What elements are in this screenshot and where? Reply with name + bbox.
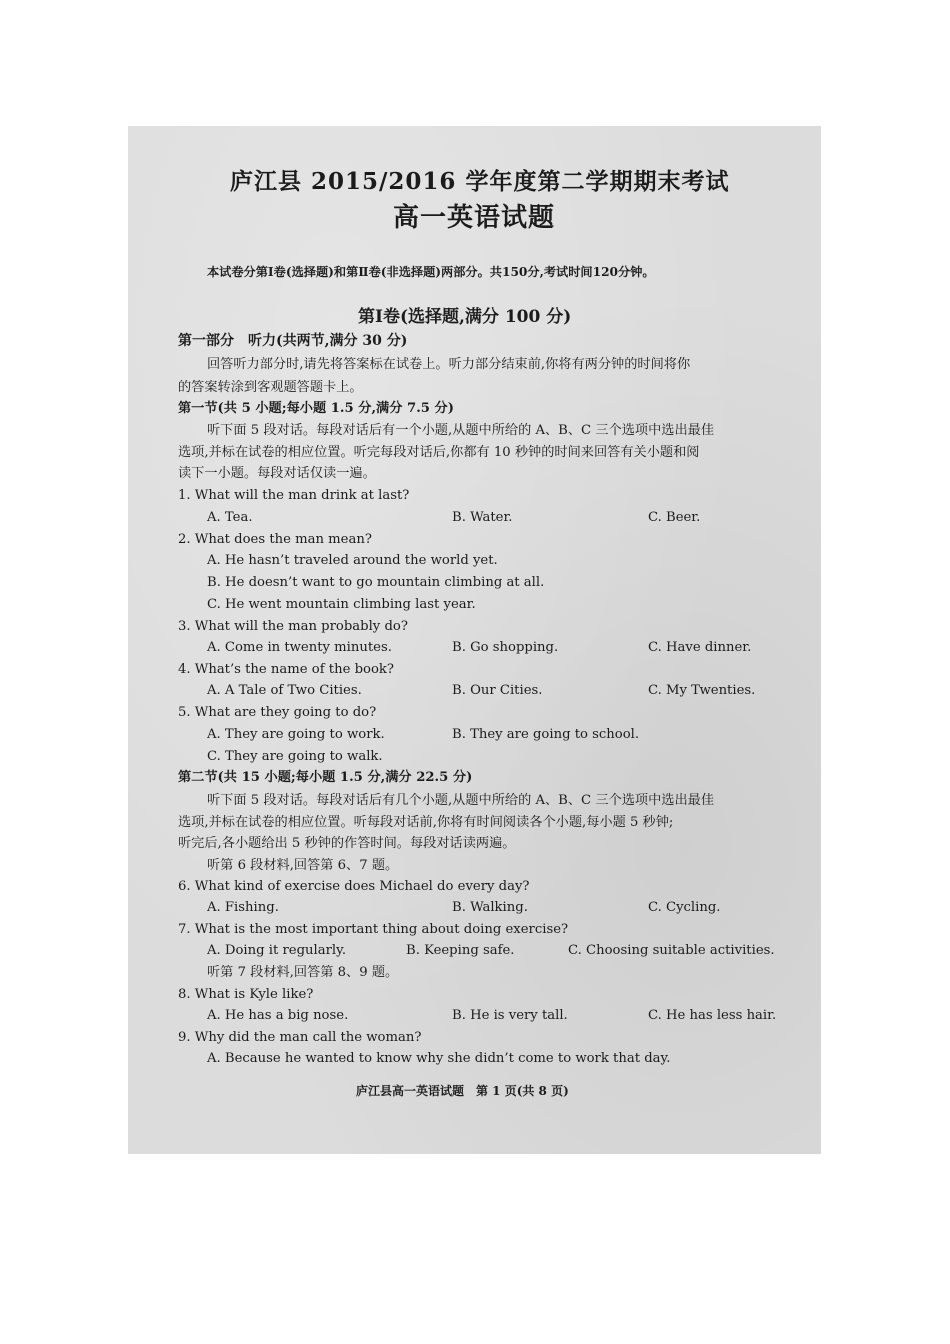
option-c: C. Beer.: [648, 510, 701, 525]
volume-heading: 第Ⅰ卷(选择题,满分 100 分): [358, 307, 572, 327]
question-9: 9. Why did the man call the woman?: [178, 1030, 422, 1045]
section-heading: 第二节(共 15 小题;每小题 1.5 分,满分 22.5 分): [178, 770, 473, 785]
question-4: 4. What’s the name of the book?: [178, 662, 394, 677]
question-2: 2. What does the man mean?: [178, 532, 372, 547]
section-instruction: 选项,并标在试卷的相应位置。听每段对话前,你将有时间阅读各个小题,每小题 5 秒钟;: [178, 815, 674, 830]
section-instruction: 听下面 5 段对话。每段对话后有几个小题,从题中所给的 A、B、C 三个选项中选出最佳: [207, 793, 715, 808]
option-b: B. Go shopping.: [452, 640, 559, 655]
option-c: C. Choosing suitable activities.: [568, 943, 775, 958]
option-b: B. Walking.: [452, 900, 528, 915]
section-instruction: 读下一小题。每段对话仅读一遍。: [178, 466, 376, 481]
exam-title: 庐江县 2015/2016 学年度第二学期期末考试: [230, 168, 730, 195]
option-c: C. He has less hair.: [648, 1008, 777, 1023]
option-c: C. Cycling.: [648, 900, 721, 915]
option-b: B. They are going to school.: [452, 727, 640, 742]
section-heading: 第一节(共 5 小题;每小题 1.5 分,满分 7.5 分): [178, 401, 454, 416]
option-b: B. Water.: [452, 510, 513, 525]
option-c: C. Have dinner.: [648, 640, 752, 655]
option-a: A. They are going to work.: [207, 727, 385, 742]
option-a: A. Tea.: [207, 510, 253, 525]
question-6: 6. What kind of exercise does Michael do every day?: [178, 879, 530, 894]
exam-subtitle: 高一英语试题: [393, 203, 556, 233]
section-instruction: 听完后,各小题给出 5 秒钟的作答时间。每段对话读两遍。: [178, 836, 516, 851]
question-3: 3. What will the man probably do?: [178, 619, 408, 634]
option-a: A. Come in twenty minutes.: [207, 640, 392, 655]
question-1: 1. What will the man drink at last?: [178, 488, 410, 503]
option-c: C. He went mountain climbing last year.: [207, 597, 476, 612]
part-instruction: 的答案转涂到客观题答题卡上。: [178, 380, 363, 395]
section-instruction: 听下面 5 段对话。每段对话后有一个小题,从题中所给的 A、B、C 三个选项中选出最佳: [207, 423, 715, 438]
option-a: A. Doing it regularly.: [207, 943, 347, 958]
option-b: B. Keeping safe.: [406, 943, 515, 958]
exam-intro: 本试卷分第Ⅰ卷(选择题)和第Ⅱ卷(非选择题)两部分。共150分,考试时间120分钟。: [207, 265, 655, 279]
question-5: 5. What are they going to do?: [178, 705, 377, 720]
option-a: A. He hasn’t traveled around the world yet.: [207, 553, 498, 568]
section-instruction: 选项,并标在试卷的相应位置。听完每段对话后,你都有 10 秒钟的时间来回答有关小题和阅: [178, 445, 700, 460]
part-instruction: 回答听力部分时,请先将答案标在试卷上。听力部分结束前,你将有两分钟的时间将你: [207, 357, 691, 372]
option-b: B. Our Cities.: [452, 683, 543, 698]
part-heading: 第一部分 听力(共两节,满分 30 分): [178, 333, 408, 349]
option-b: B. He is very tall.: [452, 1008, 568, 1023]
option-c: C. My Twenties.: [648, 683, 756, 698]
option-a: A. Fishing.: [207, 900, 279, 915]
option-a: A. A Tale of Two Cities.: [207, 683, 362, 698]
option-a: A. Because he wanted to know why she didn’t come to work that day.: [207, 1051, 671, 1066]
question-7: 7. What is the most important thing about doing exercise?: [178, 922, 569, 937]
option-c: C. They are going to walk.: [207, 749, 383, 764]
option-a: A. He has a big nose.: [207, 1008, 349, 1023]
page-footer: 庐江县高一英语试题 第 1 页(共 8 页): [356, 1084, 569, 1098]
option-b: B. He doesn’t want to go mountain climbing at all.: [207, 575, 545, 590]
question-8: 8. What is Kyle like?: [178, 987, 314, 1002]
material-label: 听第 6 段材料,回答第 6、7 题。: [207, 858, 399, 873]
material-label: 听第 7 段材料,回答第 8、9 题。: [207, 965, 399, 980]
